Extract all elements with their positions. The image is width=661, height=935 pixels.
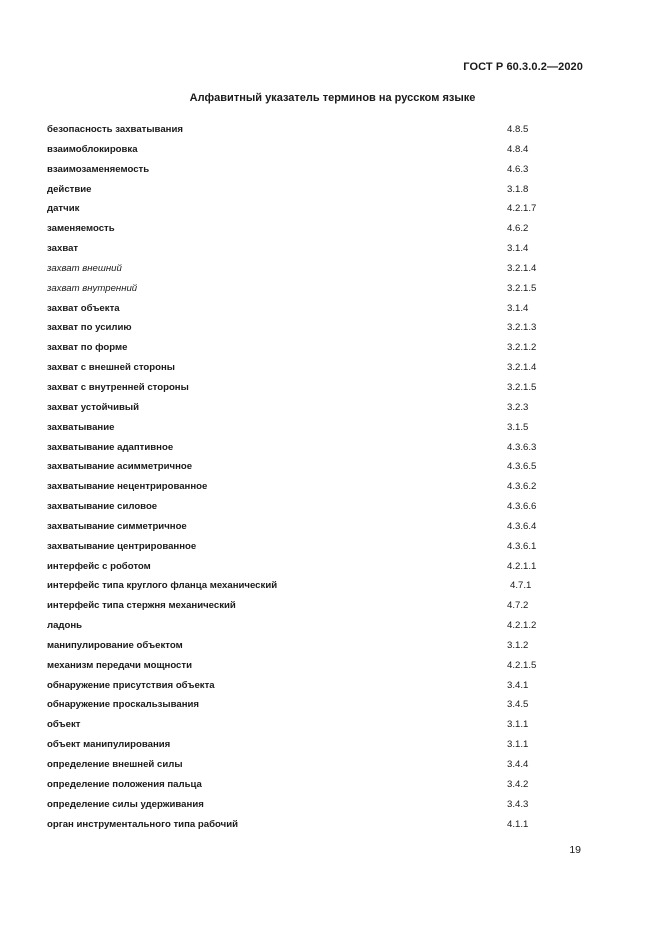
index-entry [47,598,547,618]
index-term: датчик [47,203,80,215]
page-number: 19 [569,844,581,856]
index-reference: 3.1.1 [507,719,529,731]
index-entry [47,678,547,698]
index-entry [47,340,547,360]
index-entry [47,221,547,241]
index-term: взаимозаменяемость [47,163,150,175]
index-reference: 4.3.6.6 [507,501,537,513]
index-entry [47,479,547,499]
index-entry [47,737,547,757]
index-term: захват по форме [47,342,128,354]
index-reference: 4.1.1 [507,818,529,830]
index-term: определение внешней силы [47,759,183,770]
index-term: захват с внутренней стороны [47,381,189,393]
index-reference: 4.8.4 [507,143,529,155]
index-reference: 3.1.1 [507,739,529,751]
index-term: механизм передачи мощности [47,659,192,671]
index-term: взаимоблокировка [47,143,138,155]
index-entry [47,440,547,460]
index-reference: 3.1.8 [507,183,529,195]
term-index-list [47,122,547,836]
index-term: обнаружение присутствия объекта [47,679,215,691]
index-reference: 3.1.2 [507,639,529,651]
index-entry [47,420,547,440]
index-reference: 4.6.2 [507,223,529,235]
index-reference: 4.8.5 [507,124,529,135]
index-term: определение силы удерживания [47,798,204,810]
index-reference: 3.2.1.4 [507,362,537,374]
page-title: Алфавитный указатель терминов на русском языке [189,92,476,104]
index-entry [47,241,547,261]
index-reference: 4.2.1.7 [507,203,537,215]
index-entry [47,817,547,837]
index-reference: 4.3.6.4 [507,520,537,532]
index-reference: 4.2.1.5 [507,659,537,671]
index-reference: 3.2.1.5 [507,381,537,393]
index-entry [47,360,547,380]
index-reference: 4.2.1.1 [507,560,537,572]
index-reference: 4.3.6.1 [507,540,537,552]
index-entry [47,757,547,777]
index-reference: 4.3.6.5 [507,461,537,473]
index-term: захват [47,243,79,255]
index-entry [47,380,547,400]
index-reference: 3.2.3 [507,401,529,413]
index-entry [47,559,547,579]
index-reference: 3.2.1.5 [507,282,537,294]
index-reference: 3.2.1.3 [507,322,537,334]
index-reference: 3.2.1.4 [507,262,537,274]
index-term: действие [47,183,92,195]
index-term: захватывание силовое [47,501,158,513]
index-term: определение положения пальца [47,778,202,790]
index-entry [47,122,547,142]
index-term: интерфейс типа стержня механический [47,600,236,612]
index-entry [47,499,547,519]
index-entry [47,697,547,717]
index-term: интерфейс с роботом [47,560,151,572]
index-reference: 3.4.1 [507,679,529,691]
index-reference: 4.7.1 [510,580,532,592]
index-term: захват объекта [47,302,120,314]
index-entry [47,797,547,817]
index-entry [47,400,547,420]
index-term: заменяемость [47,223,115,235]
index-term: захватывание асимметричное [47,461,193,473]
index-reference: 3.1.4 [507,302,529,314]
index-term: захват с внешней стороны [47,362,175,374]
index-entry [47,301,547,321]
index-entry [47,638,547,658]
index-term: захватывание адаптивное [47,441,174,453]
index-reference: 3.4.5 [507,699,529,711]
index-entry [47,320,547,340]
index-term: захват по усилию [47,322,132,334]
index-term: захватывание [47,421,115,433]
index-reference: 4.6.3 [507,163,529,175]
index-reference: 4.7.2 [507,600,529,612]
index-entry [47,658,547,678]
index-term: орган инструментального типа рабочий [47,818,238,830]
index-entry [47,618,547,638]
index-term: захватывание симметричное [47,520,187,532]
standard-code: ГОСТ Р 60.3.0.2—2020 [463,61,583,73]
index-reference: 3.1.5 [507,421,529,433]
index-reference: 3.2.1.2 [507,342,537,354]
index-entry [47,459,547,479]
index-term: манипулирование объектом [47,639,183,651]
index-reference: 3.4.3 [507,798,529,810]
index-reference: 4.3.6.3 [507,441,537,453]
index-entry [47,539,547,559]
index-entry [47,142,547,162]
index-reference: 3.1.4 [507,243,529,255]
index-term: захват устойчивый [47,401,140,413]
index-reference: 4.3.6.2 [507,481,537,493]
index-term: объект манипулирования [47,739,171,751]
index-term: захват внутренний [47,282,138,294]
index-term: безопасность захватывания [47,124,183,135]
index-entry [47,182,547,202]
index-term: захватывание нецентрированное [47,481,208,493]
index-term: ладонь [47,620,83,632]
index-reference: 3.4.4 [507,759,529,770]
index-entry [47,777,547,797]
index-entry [47,578,547,598]
index-entry [47,717,547,737]
index-entry [47,281,547,301]
index-entry [47,261,547,281]
index-reference: 3.4.2 [507,778,529,790]
index-term: обнаружение проскальзывания [47,699,200,711]
index-term: интерфейс типа круглого фланца механический [47,580,278,592]
index-entry [47,162,547,182]
index-term: объект [47,719,81,731]
index-entry [47,201,547,221]
index-entry [47,519,547,539]
index-term: захват внешний [47,262,122,274]
index-reference: 4.2.1.2 [507,620,537,632]
index-term: захватывание центрированное [47,540,197,552]
